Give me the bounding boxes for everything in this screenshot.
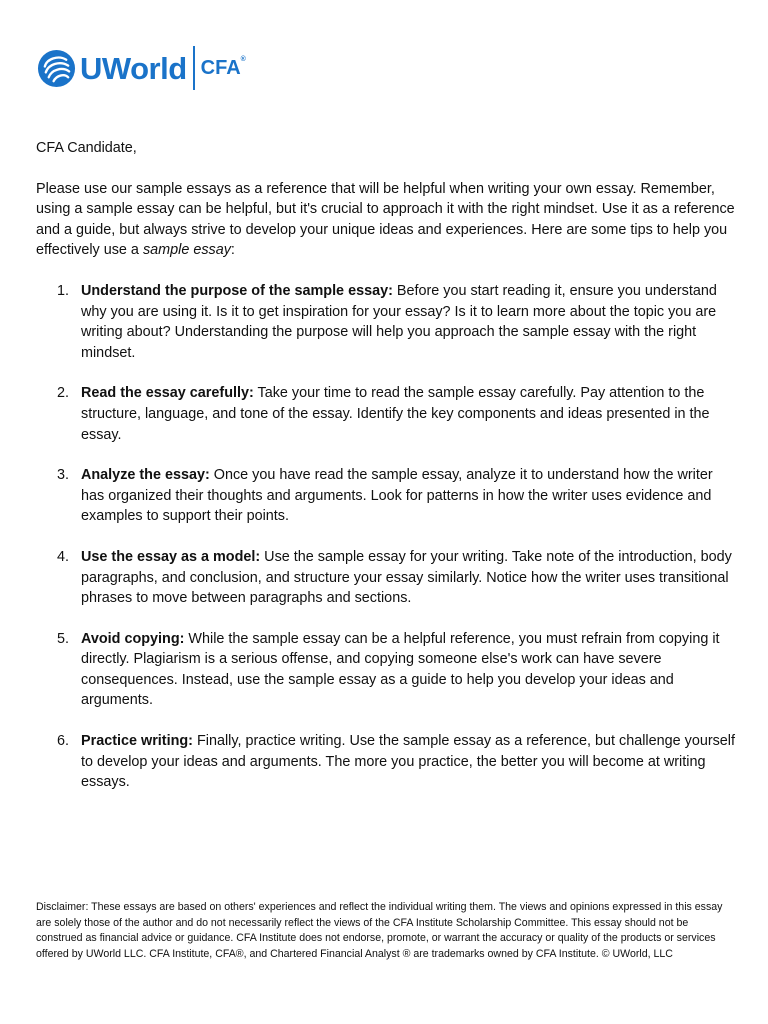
- tip-number: 1.: [57, 282, 70, 299]
- logo-partner-text: CFA®: [200, 56, 246, 79]
- tips-list: [36, 281, 736, 793]
- tip-body: Once you have read the sample essay, analyze it to understand how the writer has organized their thoughts and arguments. Look for patterns in how the writer uses evidence and examples to support their points.: [81, 467, 713, 525]
- tip-item: [36, 465, 736, 527]
- tip-body: While the sample essay can be a helpful reference, you must refrain from copying it directly. Plagiarism is a serious offense, and copying someone else's work can have severe consequences. Instead, use the sample essay as a guide to help you develop your ideas and arguments.: [81, 630, 720, 709]
- tip-title: Analyze the essay:: [81, 467, 210, 484]
- uworld-globe-icon: [37, 49, 76, 88]
- tip-number: 3.: [57, 467, 70, 484]
- logo-divider: [193, 46, 195, 90]
- tip-title: Understand the purpose of the sample essay:: [81, 282, 393, 299]
- tip-item: [36, 547, 736, 609]
- tip-title: Read the essay carefully:: [81, 385, 254, 402]
- tip-number: 5.: [57, 630, 70, 647]
- salutation: CFA Candidate,: [36, 140, 137, 156]
- uworld-cfa-logo: [37, 45, 246, 91]
- tip-number: 6.: [57, 733, 70, 750]
- tip-item: [36, 383, 736, 445]
- tip-body: Before you start reading it, ensure you understand why you are using it. Is it to get inspiration for your essay? Is it to learn more about the topic you are writing about? Understanding the purpose will help you approach the sample essay with the right mindset.: [81, 282, 717, 361]
- tip-body: Use the sample essay for your writing. Take note of the introduction, body paragraphs, and conclusion, and structure your essay similarly. Notice how the writer uses transitional phrases to move between paragraphs and sections.: [81, 548, 732, 607]
- tip-item: [36, 281, 736, 363]
- tip-number: 4.: [57, 548, 70, 565]
- tip-item: [36, 629, 736, 711]
- tip-body: Take your time to read the sample essay carefully. Pay attention to the structure, language, and tone of the essay. Identify the key components and ideas presented in the essay.: [81, 385, 710, 443]
- tip-title: Practice writing:: [81, 733, 193, 750]
- intro-emphasis: sample essay: [142, 242, 231, 259]
- tip-number: 2.: [57, 385, 70, 402]
- intro-paragraph: Please use our sample essays as a reference that will be helpful when writing your own essay. Remember, using a sample essay can be helpful, but it's crucial to approach it with the right mindset. Use it as a reference and a guide, but always strive to develop your unique ideas and experiences. Here are some tips to help you effectively use a sample essay:: [36, 180, 735, 259]
- tip-title: Use the essay as a model:: [81, 548, 261, 565]
- tip-title: Avoid copying:: [81, 630, 185, 647]
- letter-body: [36, 138, 736, 813]
- tip-item: [36, 731, 736, 793]
- tip-body: Finally, practice writing. Use the sample essay as a reference, but challenge yourself to develop your ideas and arguments. The more you practice, the better you will become at writing essays.: [81, 733, 736, 791]
- disclaimer: Disclaimer: These essays are based on others' experiences and reflect the individual writing them. The views and opinions expressed in this essay are solely those of the author and do not necessarily reflect the views of the CFA Institute Scholarship Committee. This essay should not be construed as financial advice or guidance. CFA Institute does not endorse, promote, or warrant the accuracy or quality of the products or services offered by UWorld LLC. CFA Institute, CFA®, and Chartered Financial Analyst ® are trademarks owned by CFA Institute. © UWorld, LLC: [36, 901, 723, 960]
- logo-brand-text: UWorld: [80, 50, 187, 86]
